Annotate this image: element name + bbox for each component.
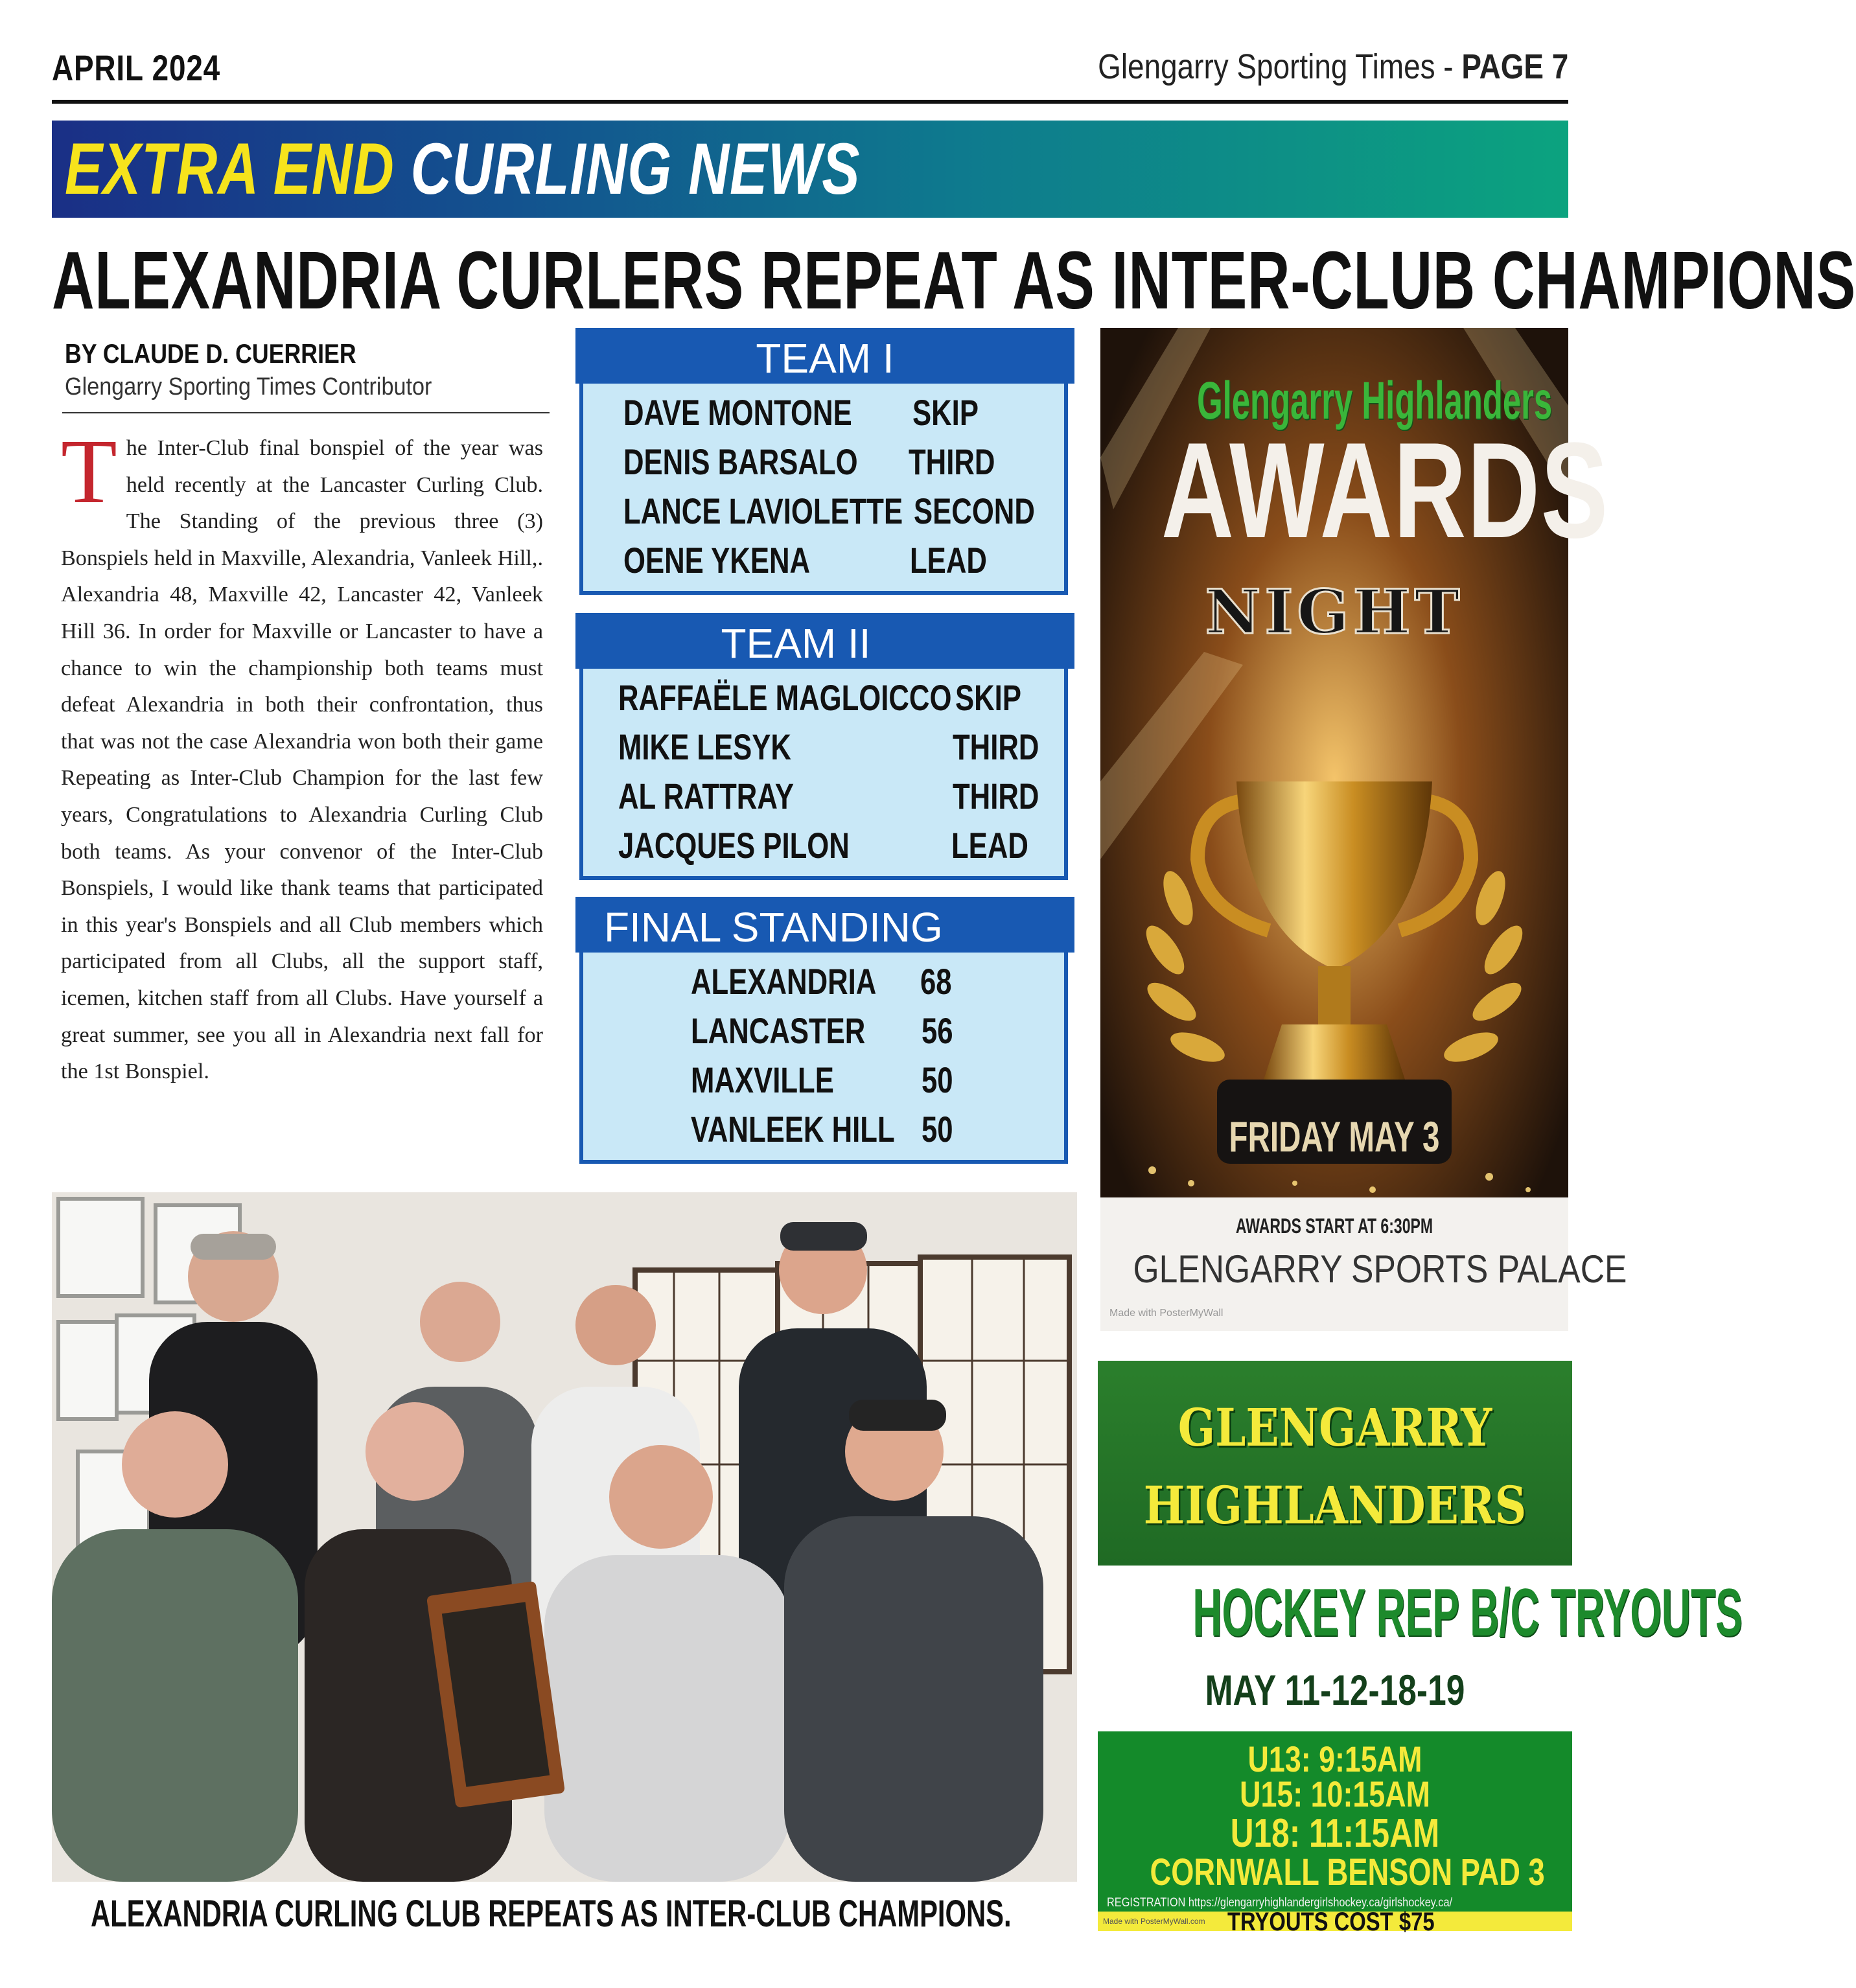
team-one-position: THIRD — [909, 441, 995, 482]
section-title — [65, 127, 860, 211]
hockey-dates: MAY 11-12-18-19 — [1205, 1666, 1465, 1714]
byline-rule — [62, 412, 550, 413]
issue-date: APRIL 2024 — [52, 47, 221, 88]
article-headline: ALEXANDRIA CURLERS REPEAT AS INTER-CLUB CHAMPIONS — [52, 235, 1856, 326]
team-one-name: DAVE MONTONE — [623, 392, 852, 433]
standing-team: VANLEEK HILL — [691, 1109, 895, 1150]
hockey-time-u13: U13: 9:15AM — [1247, 1739, 1422, 1779]
hockey-tryouts-ad — [1098, 1361, 1743, 1936]
team-one-position: LEAD — [910, 540, 987, 581]
hockey-registration: REGISTRATION https://glengarryhighlandergirlshockey.ca/girlshockey.ca/ — [1107, 1896, 1453, 1910]
hockey-time-u18: U18: 11:15AM — [1230, 1811, 1440, 1856]
article-body — [61, 420, 543, 1091]
team-photo — [52, 1192, 1077, 1882]
awards-credit: Made with PosterMyWall — [1109, 1308, 1224, 1319]
standing-points: 50 — [922, 1109, 953, 1150]
team-one-position: SECOND — [914, 491, 1035, 531]
section-title-highlight: EXTRA END — [65, 128, 395, 209]
awards-venue: GLENGARRY SPORTS PALACE — [1133, 1247, 1627, 1291]
drop-cap: T — [61, 420, 117, 522]
standing-team: MAXVILLE — [691, 1059, 834, 1100]
team-two-position: THIRD — [953, 726, 1039, 767]
hockey-time-u15: U15: 10:15AM — [1240, 1774, 1430, 1814]
team-one-name: OENE YKENA — [623, 540, 811, 581]
hockey-org-line1: GLENGARRY — [1177, 1397, 1492, 1458]
standing-points: 50 — [922, 1059, 953, 1100]
header-separator: - — [1435, 47, 1462, 86]
hockey-credit: Made with PosterMyWall.com — [1103, 1917, 1205, 1926]
byline-author: BY CLAUDE D. CUERRIER — [65, 338, 356, 369]
awards-night-ad — [1100, 328, 1627, 1331]
standing-team: ALEXANDRIA — [691, 961, 877, 1002]
awards-org: Glengarry Highlanders — [1197, 371, 1553, 430]
hockey-org-line2: HIGHLANDERS — [1143, 1475, 1527, 1536]
hockey-location: CORNWALL BENSON PAD 3 — [1150, 1851, 1545, 1893]
standing-title: FINAL STANDING — [604, 904, 943, 951]
photo-caption: ALEXANDRIA CURLING CLUB REPEATS AS INTER-CLUB CHAMPIONS. — [91, 1893, 1012, 1935]
awards-footer — [1100, 1197, 1627, 1331]
hockey-title: HOCKEY REP B/C TRYOUTS — [1192, 1575, 1743, 1650]
team-one-title: TEAM I — [756, 335, 894, 382]
awards-time: AWARDS START AT 6:30PM — [1235, 1214, 1433, 1238]
awards-subtitle: NIGHT — [1205, 577, 1464, 648]
standing-points: 56 — [922, 1010, 953, 1051]
page-number: PAGE 7 — [1461, 47, 1568, 86]
byline-role: Glengarry Sporting Times Contributor — [65, 373, 432, 400]
team-one-position: SKIP — [912, 392, 979, 433]
team-one-name: LANCE LAVIOLETTE — [623, 491, 903, 531]
publication-header — [1015, 47, 1568, 87]
team-two-name: MIKE LESYK — [618, 726, 791, 767]
awards-title: AWARDS — [1161, 414, 1609, 566]
hockey-cost: TRYOUTS COST $75 — [1227, 1908, 1435, 1936]
article-text: he Inter-Club final bonspiel of the year was held recently at the Lancaster Curling Club. The Standing of the previous three (3) Bonspiels held in Maxville, Alexandria, Vanleek Hill,. Alexandria 48, Maxville 42, Lancaster 42, Vanleek Hill 36. In order for Maxville or Lancaster to have a chance to win the championship both teams must defeat Alexandria in both their confrontation, thus that was not the case Alexandria won both their game Repeating as Inter-Club Champion for the last few years, Congratulations to Alexandria Curling Club both teams. As your convenor of the Inter-Club Bonspiels, I would like thank teams that participated in this year's Bonspiels and all Club members which participated from all Clubs, all the support staff, icemen, kitchen staff from all Clubs. Have yourself a great summer, see you all in Alexandria next fall for the 1st Bonspiel. — [61, 436, 543, 1084]
team-two-position: SKIP — [955, 677, 1021, 718]
curling-team-photo-image — [52, 1192, 1077, 1882]
team-two-name: RAFFAËLE MAGLOICCO — [618, 677, 952, 718]
standing-team: LANCASTER — [691, 1010, 866, 1051]
team-one-name: DENIS BARSALO — [623, 441, 858, 482]
section-title-rest: CURLING NEWS — [394, 128, 861, 209]
team-two-position: LEAD — [951, 825, 1028, 866]
team-two-name: AL RATTRAY — [618, 776, 795, 816]
awards-date: FRIDAY MAY 3 — [1229, 1113, 1440, 1161]
team-two-name: JACQUES PILON — [618, 825, 850, 866]
publication-name: Glengarry Sporting Times — [1097, 47, 1435, 86]
standing-points: 68 — [920, 961, 952, 1002]
team-two-position: THIRD — [953, 776, 1039, 816]
header-rule — [52, 100, 1568, 104]
team-two-title: TEAM II — [721, 620, 871, 667]
